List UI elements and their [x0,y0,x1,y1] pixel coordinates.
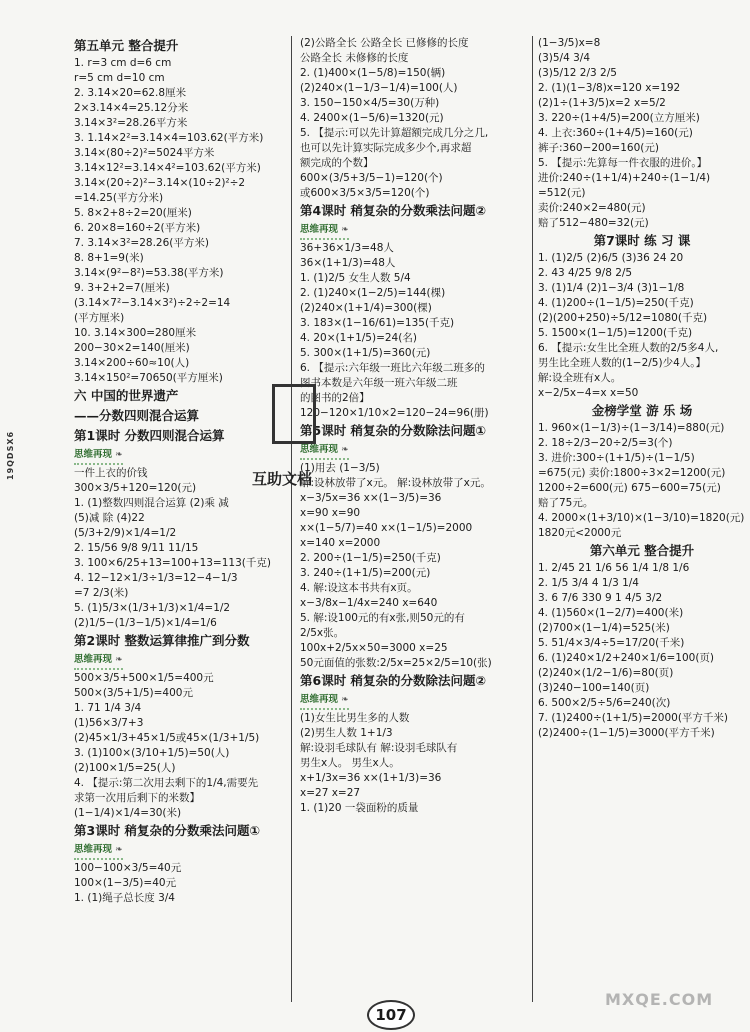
answer-line: 6. 20×8=160÷2(平方米) [74,222,201,234]
answer-line: 解:设全班有x人。 [538,372,622,384]
answer-line: 3.14×200÷60≈10(人) [74,357,190,369]
answer-line: 赔了512−480=32(元) [538,217,649,229]
answer-line: 600×(3/5+3/5−1)=120(个) [300,172,443,184]
review-tag: 思维再现 ❧ [74,842,123,860]
section-heading: 六 中国的世界遗产 [74,388,179,403]
answer-line: 3.14×(80÷2)²=5024平方米 [74,147,215,159]
answer-line: (3)5/4 3/4 [538,52,591,64]
answer-line: 1. r=3 cm d=6 cm [74,57,172,69]
answer-line: 2. 3.14×20=62.8厘米 [74,87,187,99]
answer-line: 2/5x张。 [300,627,345,639]
page-number: 107 [367,1000,415,1030]
answer-line: (1−3/5)x=8 [538,37,601,49]
answer-line: (1−1/4)×1/4=30(米) [74,807,182,819]
answer-line: 200−30×2=140(厘米) [74,342,190,354]
answer-line: x−3/8x−1/4x=240 x=640 [300,597,438,609]
section-heading: 第五单元 整合提升 [74,38,179,53]
answer-line: (2)公路全长 公路全长 已修修的长度 [300,37,469,49]
answer-line: (5)减 除 (4)22 [74,512,145,524]
column-right [538,36,746,741]
answer-line: =675(元) 卖价:1800÷3×2=1200(元) [538,467,726,479]
answer-line: 5. 300×(1+1/5)=360(元) [300,347,431,359]
answer-line: 4. 【提示:第二次用去剩下的1/4,需要先 [74,777,259,789]
answer-line: 5. 解:设100元的有x张,则50元的有 [300,612,465,624]
answer-line: 4. 20×(1+1/5)=24(名) [300,332,417,344]
answer-line: 3.14×(20÷2)²−3.14×(10÷2)²÷2 [74,177,246,189]
answer-line: 进价:240÷(1+1/4)+240÷(1−1/4) [538,172,711,184]
answer-line: 5. 【提示:先算每一件衣服的进价。】 [538,157,708,169]
section-heading: 第1课时 分数四则混合运算 [74,428,225,443]
answer-line: 10. 3.14×300=280厘米 [74,327,197,339]
answer-line: 50元面值的张数:2/5x=25×2/5=10(张) [300,657,492,669]
answer-line: 1. (1)20 一袋面粉的质量 [300,802,419,814]
answer-line: 解:设林放带了x元。 解:设林放带了x元。 [300,477,491,489]
answer-line: =7 2/3(米) [74,587,129,599]
answer-line: x×(1−5/7)=40 x×(1−1/5)=2000 [300,522,473,534]
answer-line: 6. 【提示:女生比全班人数的2/5多4人, [538,342,719,354]
answer-line: 3.14×12²=3.14×4²=103.62(平方米) [74,162,261,174]
answer-line: 3.14×(9²−8²)=53.38(平方米) [74,267,224,279]
answer-line: 2. (1)400×(1−5/8)=150(辆) [300,67,446,79]
answer-line: (3)240−100=140(页) [538,682,650,694]
answer-line: 6. 500×2/5÷5/6=240(次) [538,697,671,709]
review-tag: 思维再现 ❧ [300,222,349,240]
answer-line: 3. 进价:300÷(1+1/5)÷(1−1/5) [538,452,695,464]
answer-line: (2)240×(1+1/4)=300(棵) [300,302,432,314]
column-divider [532,36,533,1002]
watermark-text: 互助文档 [252,470,313,488]
answer-line: 5. 51/4×3/4÷5=17/20(千米) [538,637,685,649]
review-tag: 思维再现 ❧ [300,442,349,460]
answer-line: (3)5/12 2/3 2/5 [538,67,617,79]
review-tag: 思维再现 ❧ [74,447,123,465]
answer-line: (2)(200+250)÷5/12=1080(千克) [538,312,708,324]
answer-line: 4. 2400×(1−5/6)=1320(元) [300,112,444,124]
review-tag-row [300,691,530,711]
answer-line: 求第一次用后剩下的米数】 [74,792,200,804]
answer-line: (3.14×7²−3.14×3²)÷2÷2=14 [74,297,231,309]
answer-line: 5. (1)5/3×(1/3+1/3)×1/4=1/2 [74,602,231,614]
section-heading: 第5课时 稍复杂的分数除法问题① [300,423,487,438]
answer-line: 2. (1)240×(1−2/5)=144(棵) [300,287,446,299]
answer-line: 3. (1)100×(3/10+1/5)=50(人) [74,747,230,759]
answer-line: =14.25(平方分米) [74,192,164,204]
answer-line: 2×3.14×4=25.12分米 [74,102,189,114]
answer-line: 4. 上衣:360÷(1+4/5)=160(元) [538,127,693,139]
answer-line: 3. 100×6/25+13=100+13=113(千克) [74,557,271,569]
answer-line: 4. (1)200÷(1−1/5)=250(千克) [538,297,694,309]
answer-line: 100x+2/5x×50=3000 x=25 [300,642,448,654]
answer-line: 500×(3/5+1/5)=400元 [74,687,193,699]
answer-line: 3. 240÷(1+1/5)=200(元) [300,567,431,579]
answer-line: (2)45×1/3+45×1/5或45×(1/3+1/5) [74,732,260,744]
answer-line: 300×3/5+120=120(元) [74,482,197,494]
answer-line: 8. 8+1=9(米) [74,252,144,264]
answer-line: 100−100×3/5=40元 [74,862,182,874]
answer-line: 的图书的2倍】 [300,392,370,404]
answer-line: 1. 2/45 21 1/6 56 1/4 1/8 1/6 [538,562,690,574]
answer-line: 2. 1/5 3/4 4 1/3 1/4 [538,577,639,589]
answer-line: 也可以先计算实际完成多少个,再求超 [300,142,472,154]
answer-line: 额完成的个数】 [300,157,374,169]
answer-line: 3. (1)1/4 (2)1−3/4 (3)1−1/8 [538,282,685,294]
site-logo: MXQE.COM [605,990,714,1009]
answer-line: x−3/5x=36 x×(1−3/5)=36 [300,492,442,504]
answer-line: (2)1/5−(1/3−1/5)×1/4=1/6 [74,617,217,629]
answer-line: 一件上衣的价钱 [74,467,148,479]
section-heading: 金榜学堂 游 乐 场 [591,403,693,418]
section-heading: 第4课时 稍复杂的分数乘法问题② [300,203,487,218]
answer-line: 3. 1.14×2²=3.14×4=103.62(平方米) [74,132,264,144]
answer-line: 7. (1)2400÷(1+1/5)=2000(平方千米) [538,712,729,724]
answer-line: (2)100×1/5=25(人) [74,762,176,774]
answer-line: 赔了75元。 [538,497,594,509]
answer-line: 4. 12−12×1/3÷1/3=12−4−1/3 [74,572,238,584]
review-tag: 思维再现 ❧ [74,652,123,670]
answer-line: 公路全长 未修修的长度 [300,52,409,64]
answer-line: (2)2400÷(1−1/5)=3000(平方千米) [538,727,715,739]
section-heading: 第6课时 稍复杂的分数除法问题② [300,673,487,688]
answer-line: 3.14×3²=28.26平方米 [74,117,188,129]
section-heading: 第7课时 练 习 课 [593,233,691,248]
answer-line: x−2/5x−4=x x=50 [538,387,639,399]
answer-line: 5. 8×2+8÷2=20(厘米) [74,207,192,219]
answer-line: 3. 150−150×4/5=30(万种) [300,97,440,109]
answer-line: 卖价:240×2=480(元) [538,202,646,214]
answer-line: x=27 x=27 [300,787,361,799]
section-heading: 第2课时 整数运算律推广到分数 [74,633,250,648]
answer-line: (平方厘米) [74,312,125,324]
answer-line: x=90 x=90 [300,507,361,519]
review-tag-row [74,841,284,861]
answer-line: 120−120×1/10×2=120−24=96(册) [300,407,489,419]
answer-line: 2. 200÷(1−1/5)=250(千克) [300,552,441,564]
section-heading: ——分数四则混合运算 [74,408,200,423]
answer-line: (2)男生人数 1+1/3 [300,727,393,739]
answer-line: 2. 18÷2/3−20÷2/5=3(个) [538,437,673,449]
section-heading: 第六单元 整合提升 [589,543,695,558]
answer-line: 3. 6 7/6 330 9 1 4/5 3/2 [538,592,663,604]
answer-line: 2. 15/56 9/8 9/11 11/15 [74,542,199,554]
answer-line: 5. 【提示:可以先计算超额完成几分之几, [300,127,489,139]
answer-line: (2)1÷(1+3/5)x=2 x=5/2 [538,97,666,109]
answer-line: 4. 解:设这本书共有x页。 [300,582,418,594]
answer-line: (2)240×(1−1/3−1/4)=100(人) [300,82,458,94]
answer-line: 图书本数是六年级一班六年级二班 [300,377,458,389]
answer-line: 500×3/5+500×1/5=400元 [74,672,214,684]
answer-line: 3. 183×(1−16/61)=135(千克) [300,317,455,329]
answer-line: 6. 【提示:六年级一班比六年级二班多的 [300,362,485,374]
side-code: 19QDSX6 [6,430,15,480]
answer-line: (2)700×(1−1/4)=525(米) [538,622,670,634]
answer-line: 7. 3.14×3²=28.26(平方米) [74,237,209,249]
answer-line: (1)56×3/7+3 [74,717,144,729]
answer-line: 2. 43 4/25 9/8 2/5 [538,267,633,279]
answer-line: 1. (1)绳子总长度 3/4 [74,892,175,904]
answer-line: 1200÷2=600(元) 675−600=75(元) [538,482,721,494]
answer-line: 男生比全班人数的(1−2/5)少4人。】 [538,357,706,369]
answer-line: (5/3+2/9)×1/4=1/2 [74,527,177,539]
answer-line: 解:设羽毛球队有 解:设羽毛球队有 [300,742,458,754]
answer-line: x+1/3x=36 x×(1+1/3)=36 [300,772,442,784]
answer-line: 3.14×150²=70650(平方厘米) [74,372,223,384]
section-heading: 第3课时 稍复杂的分数乘法问题① [74,823,261,838]
answer-line: 1. (1)2/5 女生人数 5/4 [300,272,411,284]
watermark [252,384,342,494]
answer-line: 9. 3+2+2=7(厘米) [74,282,170,294]
answer-line: 6. (1)240×1/2+240×1/6=100(页) [538,652,715,664]
answer-line: 36×(1+1/3)=48人 [300,257,396,269]
answer-line: 1. (1)2/5 (2)6/5 (3)36 24 20 [538,252,684,264]
review-tag-row [300,221,530,241]
answer-line: 100×(1−3/5)=40元 [74,877,177,889]
answer-line: (1)用去 (1−3/5) [300,462,380,474]
watermark-glyph-box [272,384,316,444]
answer-line: 4. (1)560×(1−2/7)=400(米) [538,607,684,619]
answer-line: 男生x人。 男生x人。 [300,757,400,769]
answer-line: 1. 960×(1−1/3)÷(1−3/14)=880(元) [538,422,725,434]
answer-line: 2. (1)(1−3/8)x=120 x=192 [538,82,681,94]
review-tag-row [74,651,284,671]
answer-line: 4. 2000×(1+3/10)×(1−3/10)=1820(元) [538,512,745,524]
answer-line: =512(元) [538,187,586,199]
answer-line: 1820元<2000元 [538,527,622,539]
answer-line: 36+36×1/3=48人 [300,242,394,254]
column-divider [291,36,292,1002]
answer-line: 或600×3/5×3/5=120(个) [300,187,430,199]
answer-line: x=140 x=2000 [300,537,381,549]
answer-line: (1)女生比男生多的人数 [300,712,410,724]
answer-line: (2)240×(1/2−1/6)=80(页) [538,667,674,679]
answer-line: 5. 1500×(1−1/5)=1200(千克) [538,327,693,339]
answer-line: 裤子:360−200=160(元) [538,142,659,154]
answer-line: 1. (1)整数四则混合运算 (2)乘 减 [74,497,229,509]
answer-line: r=5 cm d=10 cm [74,72,165,84]
answer-line: 3. 220÷(1+4/5)=200(立方厘米) [538,112,700,124]
review-tag: 思维再现 ❧ [300,692,349,710]
answer-line: 1. 71 1/4 3/4 [74,702,142,714]
